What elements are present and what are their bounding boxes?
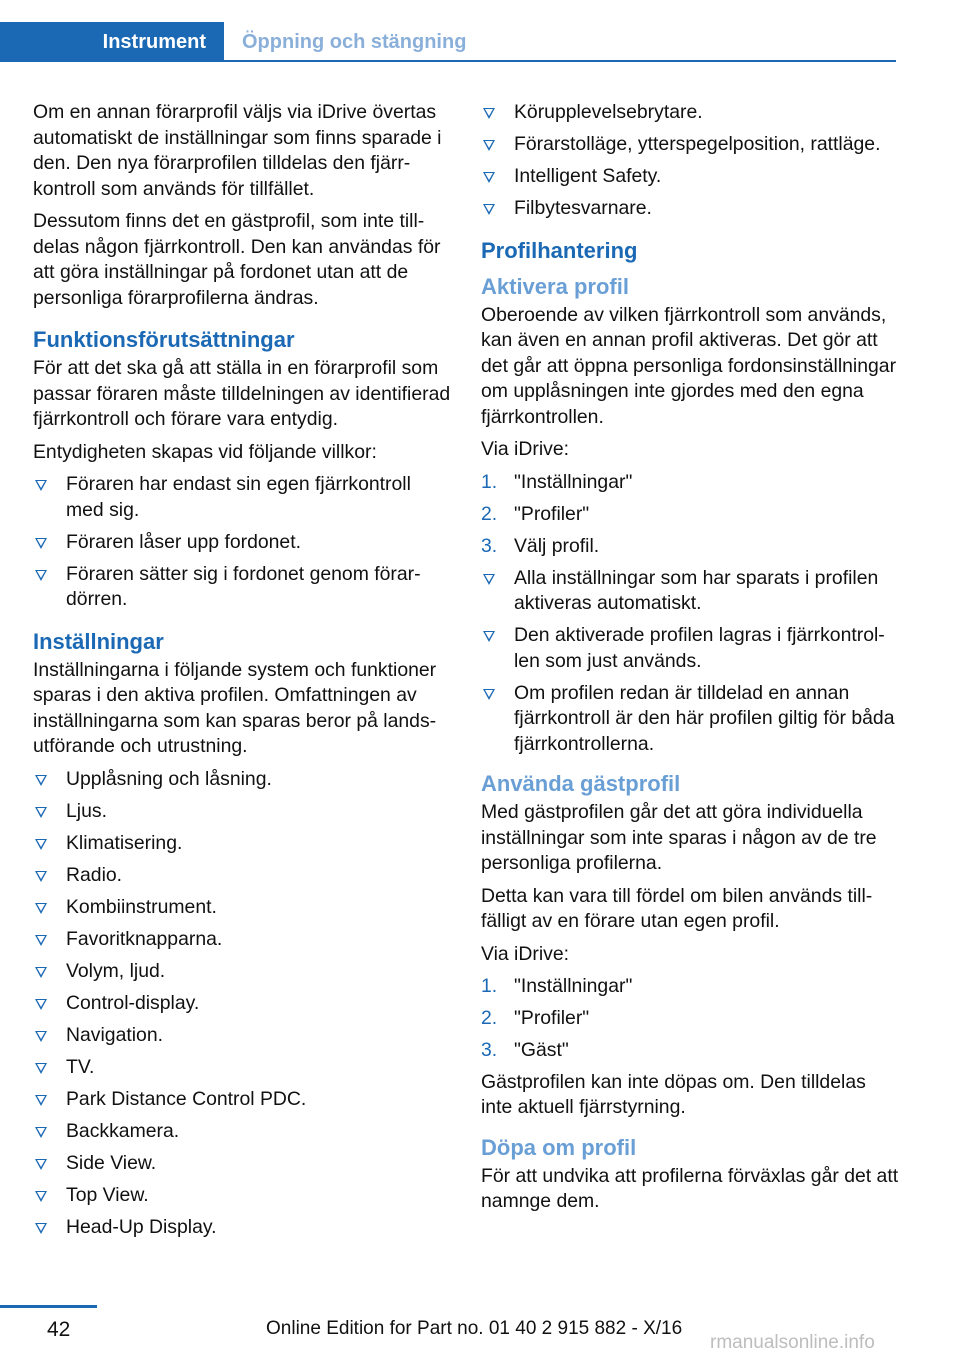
- list-item-text: Föraren sätter sig i fordonet genom förardörren.: [66, 562, 421, 610]
- via-idrive-label: Via iDrive:: [481, 942, 570, 965]
- settings-list: [33, 767, 453, 1241]
- list-item-text: Filbytesvarnare.: [514, 197, 652, 219]
- triangle-bullet-icon: [35, 1223, 47, 1234]
- triangle-bullet-icon: [483, 172, 495, 183]
- step-text: "Profiler": [514, 502, 590, 525]
- list-item-text: Kombiinstrument.: [66, 895, 217, 918]
- list-item-text: Park Distance Control PDC.: [66, 1087, 307, 1110]
- conditions-list: [33, 472, 453, 613]
- list-item-text: Side View.: [66, 1151, 157, 1174]
- step-item: [481, 1038, 901, 1064]
- list-item: [33, 1151, 453, 1177]
- step-item: [481, 1006, 901, 1032]
- triangle-bullet-icon: [35, 1031, 47, 1042]
- triangle-bullet-icon: [35, 1159, 47, 1170]
- step-text: "Profiler": [514, 1007, 590, 1029]
- section-heading-profilhantering: Profilhantering: [481, 237, 638, 263]
- list-item: [33, 863, 453, 889]
- list-item-text: Navigation.: [66, 1023, 164, 1046]
- list-item: [33, 831, 453, 857]
- step-item: [481, 502, 901, 528]
- section-heading-installningar: Inställningar: [33, 628, 164, 654]
- list-item: [481, 566, 901, 617]
- list-item-text: Radio.: [66, 863, 123, 886]
- list-item-text: Föraren låser upp fordonet.: [66, 530, 301, 553]
- list-item: [33, 767, 453, 793]
- list-item-text: Upplåsning och låsning.: [66, 767, 272, 790]
- list-item-text: Volym, ljud.: [66, 959, 166, 982]
- list-item: [481, 132, 901, 158]
- subheading-dopa-om-profil: Döpa om profil: [481, 1134, 637, 1160]
- triangle-bullet-icon: [483, 140, 495, 151]
- triangle-bullet-icon: [483, 108, 495, 119]
- tab-underline: [0, 60, 896, 62]
- left-column: [33, 100, 453, 1247]
- step-item: [481, 974, 901, 1000]
- via-idrive-label: Via iDrive:: [481, 438, 570, 460]
- triangle-bullet-icon: [35, 570, 47, 581]
- list-item: [33, 472, 453, 523]
- step-number: 3.: [481, 1039, 498, 1061]
- list-item-text: Körupplevelsebrytare.: [514, 101, 703, 123]
- footer-rule: [0, 1305, 97, 1308]
- list-item-text: Förarstolläge, ytterspegelposition, rattläge.: [514, 133, 881, 155]
- list-item: [33, 799, 453, 825]
- list-item: [481, 623, 901, 674]
- list-item-text: Head-Up Display.: [66, 1215, 217, 1238]
- step-number: 1.: [481, 470, 498, 493]
- triangle-bullet-icon: [35, 839, 47, 850]
- triangle-bullet-icon: [35, 1063, 47, 1074]
- watermark[interactable]: rmanualsonline.info: [710, 1332, 875, 1353]
- list-item-text: Favoritknapparna.: [66, 927, 223, 950]
- list-item-text: Klimatisering.: [66, 831, 183, 854]
- list-item: [33, 895, 453, 921]
- triangle-bullet-icon: [35, 480, 47, 491]
- body-paragraph: Oberoende av vilken fjärrkontroll som används, kan även en annan profil aktiveras. Det gör att det går att öppna personliga fordonsinställningar om upplåsningen inte gjordes med den egna fjärrkontrollen.: [481, 303, 897, 428]
- step-item: [481, 534, 901, 560]
- list-item-text: Intelligent Safety.: [514, 165, 662, 187]
- list-item: [481, 164, 901, 190]
- triangle-bullet-icon: [35, 775, 47, 786]
- guest-steps: [481, 974, 901, 1064]
- tab-oppning-och-stangning[interactable]: Öppning och stängning: [242, 30, 467, 53]
- list-item: [33, 1023, 453, 1049]
- list-item-text: Ljus.: [66, 799, 107, 822]
- step-number: 2.: [481, 502, 498, 525]
- list-item: [33, 562, 453, 613]
- step-number: 3.: [481, 534, 498, 557]
- list-item: [33, 1119, 453, 1145]
- right-column: [481, 100, 901, 1222]
- list-item: [481, 196, 901, 222]
- page-number: 42: [47, 1318, 71, 1341]
- activate-steps: [481, 470, 901, 560]
- list-item-text: Föraren har endast sin egen fjärrkontroll med sig.: [66, 473, 411, 521]
- triangle-bullet-icon: [35, 967, 47, 978]
- settings-list-continued: [481, 100, 901, 222]
- tab-instrument[interactable]: Instrument: [0, 22, 224, 62]
- body-paragraph: Inställningarna i följande system och funktioner sparas i den aktiva profilen. Omfattningen av inställningarna som kan sparas beror på landsutförande och utrustning.: [33, 658, 437, 757]
- list-item: [33, 991, 453, 1017]
- list-item: [33, 1215, 453, 1241]
- body-paragraph: För att undvika att profilerna förväxlas går det att namnge dem.: [481, 1164, 899, 1212]
- list-item: [33, 927, 453, 953]
- step-item: [481, 470, 901, 496]
- list-item-text: Alla inställningar som har sparats i profilen aktiveras automatiskt.: [514, 566, 879, 614]
- triangle-bullet-icon: [35, 1127, 47, 1138]
- body-paragraph: För att det ska gå att ställa in en förarprofil som passar föraren måste tilldelningen av identifierad fjärrkontroll och förare vara entydig.: [33, 357, 451, 430]
- chapter-tab-bar: [0, 22, 896, 62]
- list-item-text: Top View.: [66, 1183, 149, 1206]
- triangle-bullet-icon: [483, 689, 495, 700]
- step-text: "Inställningar": [514, 470, 633, 493]
- triangle-bullet-icon: [35, 935, 47, 946]
- list-item: [33, 1087, 453, 1113]
- triangle-bullet-icon: [35, 1095, 47, 1106]
- step-number: 1.: [481, 975, 498, 997]
- triangle-bullet-icon: [35, 538, 47, 549]
- triangle-bullet-icon: [483, 631, 495, 642]
- activate-notes: [481, 566, 901, 758]
- edition-text: Online Edition for Part no. 01 40 2 915 882 - X/16: [266, 1318, 683, 1339]
- step-text: "Gäst": [514, 1039, 569, 1061]
- list-item-text: TV.: [66, 1055, 95, 1078]
- triangle-bullet-icon: [35, 903, 47, 914]
- intro-paragraph: Dessutom finns det en gästprofil, som inte tilldelas någon fjärrkontroll. Den kan användas för att göra inställningar på fordonet utan att de personliga förarprofilerna ändras.: [33, 210, 441, 309]
- list-item-text: Backkamera.: [66, 1119, 180, 1142]
- intro-paragraph: Om en annan förarprofil väljs via iDrive övertas automatiskt de inställningar som finns sparade i den. Den nya förarprofilen tilldelas den fjärrkontroll som används för tillfället.: [33, 101, 442, 200]
- list-item: [33, 530, 453, 556]
- list-item: [481, 100, 901, 126]
- list-item-text: Den aktiverade profilen lagras i fjärrkontrollen som just används.: [514, 624, 885, 672]
- body-paragraph: Gästprofilen kan inte döpas om. Den tilldelas inte aktuell fjärrstyrning.: [481, 1070, 866, 1118]
- step-text: "Inställningar": [514, 975, 633, 997]
- list-item: [33, 959, 453, 985]
- list-item-text: Om profilen redan är tilldelad en annan fjärrkontroll är den här profilen giltig för båda fjärrkontrollerna.: [514, 681, 895, 755]
- triangle-bullet-icon: [35, 999, 47, 1010]
- subheading-anvanda-gastprofil: Använda gästprofil: [481, 771, 681, 796]
- subheading-aktivera-profil: Aktivera profil: [481, 273, 629, 299]
- triangle-bullet-icon: [35, 871, 47, 882]
- triangle-bullet-icon: [483, 574, 495, 585]
- list-item-text: Control-display.: [66, 991, 200, 1014]
- triangle-bullet-icon: [35, 807, 47, 818]
- body-paragraph: Med gästprofilen går det att göra individuella inställningar som inte sparas i någon av de tre personliga profilerna.: [481, 801, 877, 874]
- body-paragraph: Detta kan vara till fördel om bilen används tillfälligt av en förare utan egen profil.: [481, 884, 873, 932]
- step-number: 2.: [481, 1007, 498, 1029]
- body-paragraph: Entydigheten skapas vid följande villkor:: [33, 440, 377, 463]
- triangle-bullet-icon: [35, 1191, 47, 1202]
- section-heading-funktionsforutsattningar: Funktionsförutsättningar: [33, 327, 295, 352]
- list-item: [481, 681, 901, 758]
- list-item: [33, 1055, 453, 1081]
- list-item: [33, 1183, 453, 1209]
- triangle-bullet-icon: [483, 204, 495, 215]
- step-text: Välj profil.: [514, 534, 600, 557]
